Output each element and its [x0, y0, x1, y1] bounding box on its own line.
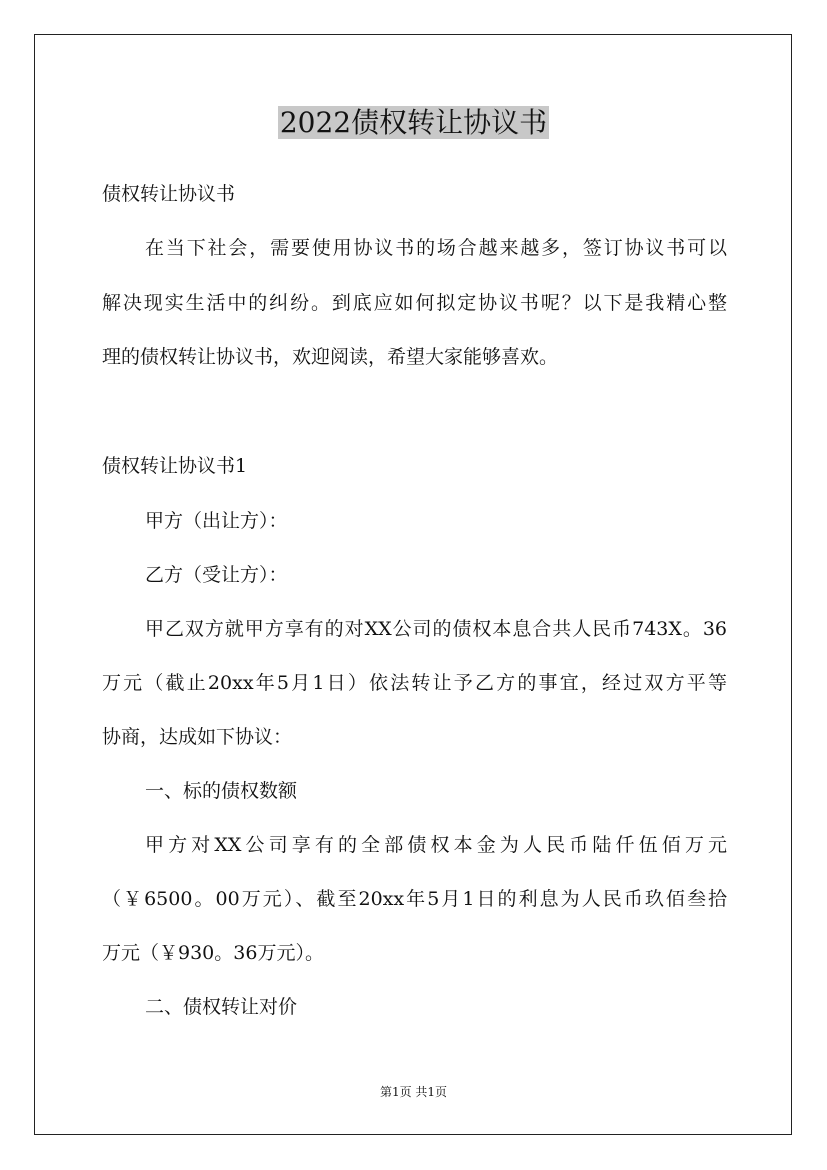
document-title-text: 2022债权转让协议书	[279, 106, 548, 139]
intro-line-2: 解决现实生活中的纠纷。到底应如何拟定协议书呢？以下是我精心整	[102, 292, 727, 314]
party-b-line: 乙方（受让方）：	[145, 564, 288, 586]
body-line-2: 万元（截止20xx年5月1日）依法转让予乙方的事宜，经过双方平等	[102, 672, 727, 694]
body-line-3: 协商，达成如下协议：	[102, 726, 293, 748]
body-line-1: 甲乙双方就甲方享有的对XX公司的债权本息合共人民币743X。36	[145, 618, 727, 640]
intro-line-3: 理的债权转让协议书，欢迎阅读，希望大家能够喜欢。	[102, 346, 559, 368]
clause-1-line-1: 甲方对XX公司享有的全部债权本金为人民币陆仟伍佰万元	[145, 834, 727, 856]
document-title	[0, 103, 827, 143]
party-a-line: 甲方（出让方）：	[145, 510, 288, 532]
document-heading: 债权转让协议书	[102, 183, 236, 205]
clause-2-heading: 二、债权转让对价	[145, 996, 298, 1018]
section-1-heading: 债权转让协议书1	[102, 455, 248, 477]
clause-1-line-3: 万元（￥930。36万元）。	[102, 942, 324, 964]
page-footer: 第1页 共1页	[379, 1085, 448, 1099]
clause-1-heading: 一、标的债权数额	[145, 780, 298, 802]
intro-line-1: 在当下社会，需要使用协议书的场合越来越多，签订协议书可以	[145, 237, 727, 259]
clause-1-line-2: （￥6500。00万元）、截至20xx年5月1日的利息为人民币玖佰叁拾	[102, 888, 727, 910]
